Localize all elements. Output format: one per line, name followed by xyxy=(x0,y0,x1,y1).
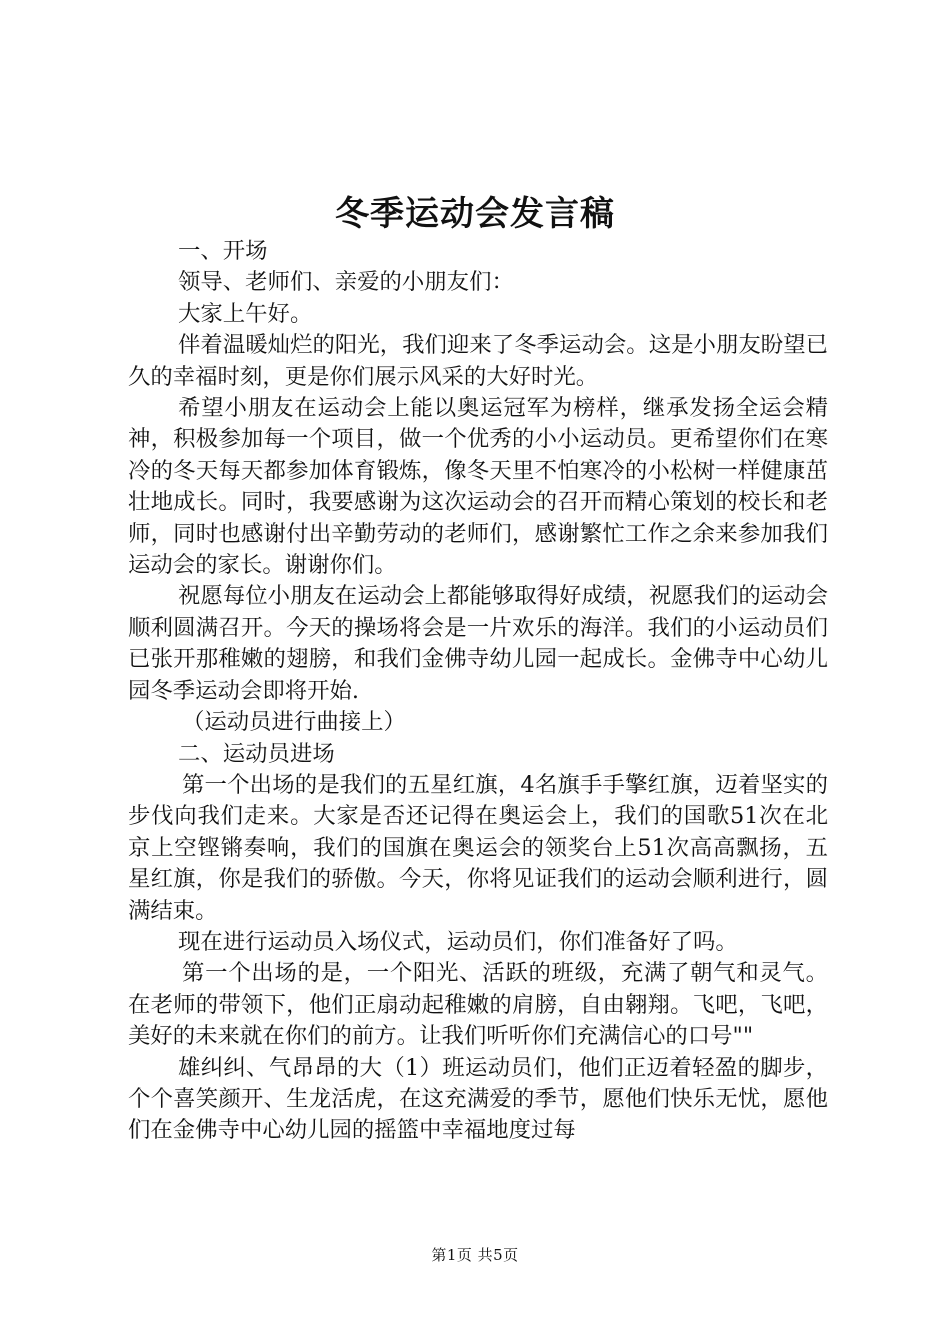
body-paragraph: 雄纠纠、气昂昂的大（1）班运动员们，他们正迈着轻盈的脚步，个个喜笑颜开、生龙活虎，在这充满爱的季节，愿他们快乐无忧，愿他们在金佛寺中心幼儿园的摇篮中幸福地度过每 xyxy=(128,1054,828,1144)
stage-direction: （运动员进行曲接上） xyxy=(182,709,406,736)
section-heading-opening: 一、开场 xyxy=(178,238,268,264)
document-body xyxy=(128,236,828,1147)
body-paragraph: 第一个出场的是，一个阳光、活跃的班级，充满了朝气和灵气。在老师的带领下，他们正扇动起稚嫩的肩膀，自由翱翔。飞吧，飞吧，美好的未来就在你们的前方。让我们听听你们充满信心的口号"" xyxy=(128,960,828,1050)
body-paragraph: 祝愿每位小朋友在运动会上都能够取得好成绩，祝愿我们的运动会顺利圆满召开。今天的操场将会是一片欢乐的海洋。我们的小运动员们已张开那稚嫩的翅膀，和我们金佛寺幼儿园一起成长。金佛寺中心幼儿园冬季运动会即将开始. xyxy=(128,583,828,704)
body-paragraph: 第一个出场的是我们的五星红旗，4名旗手手擎红旗，迈着坚实的步伐向我们走来。大家是否还记得在奥运会上，我们的国歌51次在北京上空铿锵奏响，我们的国旗在奥运会的领奖台上51次高高飘扬，五星红旗，你是我们的骄傲。今天，你将见证我们的运动会顺利进行，圆满结束。 xyxy=(128,771,828,924)
body-paragraph: 希望小朋友在运动会上能以奥运冠军为榜样，继承发扬全运会精神，积极参加每一个项目，做一个优秀的小小运动员。更希望你们在寒冷的冬天每天都参加体育锻炼，像冬天里不怕寒冷的小松树一样健康茁壮地成长。同时，我要感谢为这次运动会的召开而精心策划的校长和老师，同时也感谢付出辛勤劳动的老师们，感谢繁忙工作之余来参加我们运动会的家长。谢谢你们。 xyxy=(128,395,828,579)
greeting-paragraph: 大家上午好。 xyxy=(178,300,313,327)
document-title: 冬季运动会发言稿 xyxy=(335,194,615,234)
salutation-paragraph: 领导、老师们、亲爱的小朋友们： xyxy=(178,269,514,296)
page-number-footer: 第1页 共5页 xyxy=(431,1246,519,1264)
body-paragraph: 现在进行运动员入场仪式，运动员们，你们准备好了吗。 xyxy=(178,928,738,955)
body-paragraph: 伴着温暖灿烂的阳光，我们迎来了冬季运动会。这是小朋友盼望已久的幸福时刻，更是你们展示风采的大好时光。 xyxy=(128,332,828,390)
section-heading-athletes-entry: 二、运动员进场 xyxy=(178,740,335,767)
